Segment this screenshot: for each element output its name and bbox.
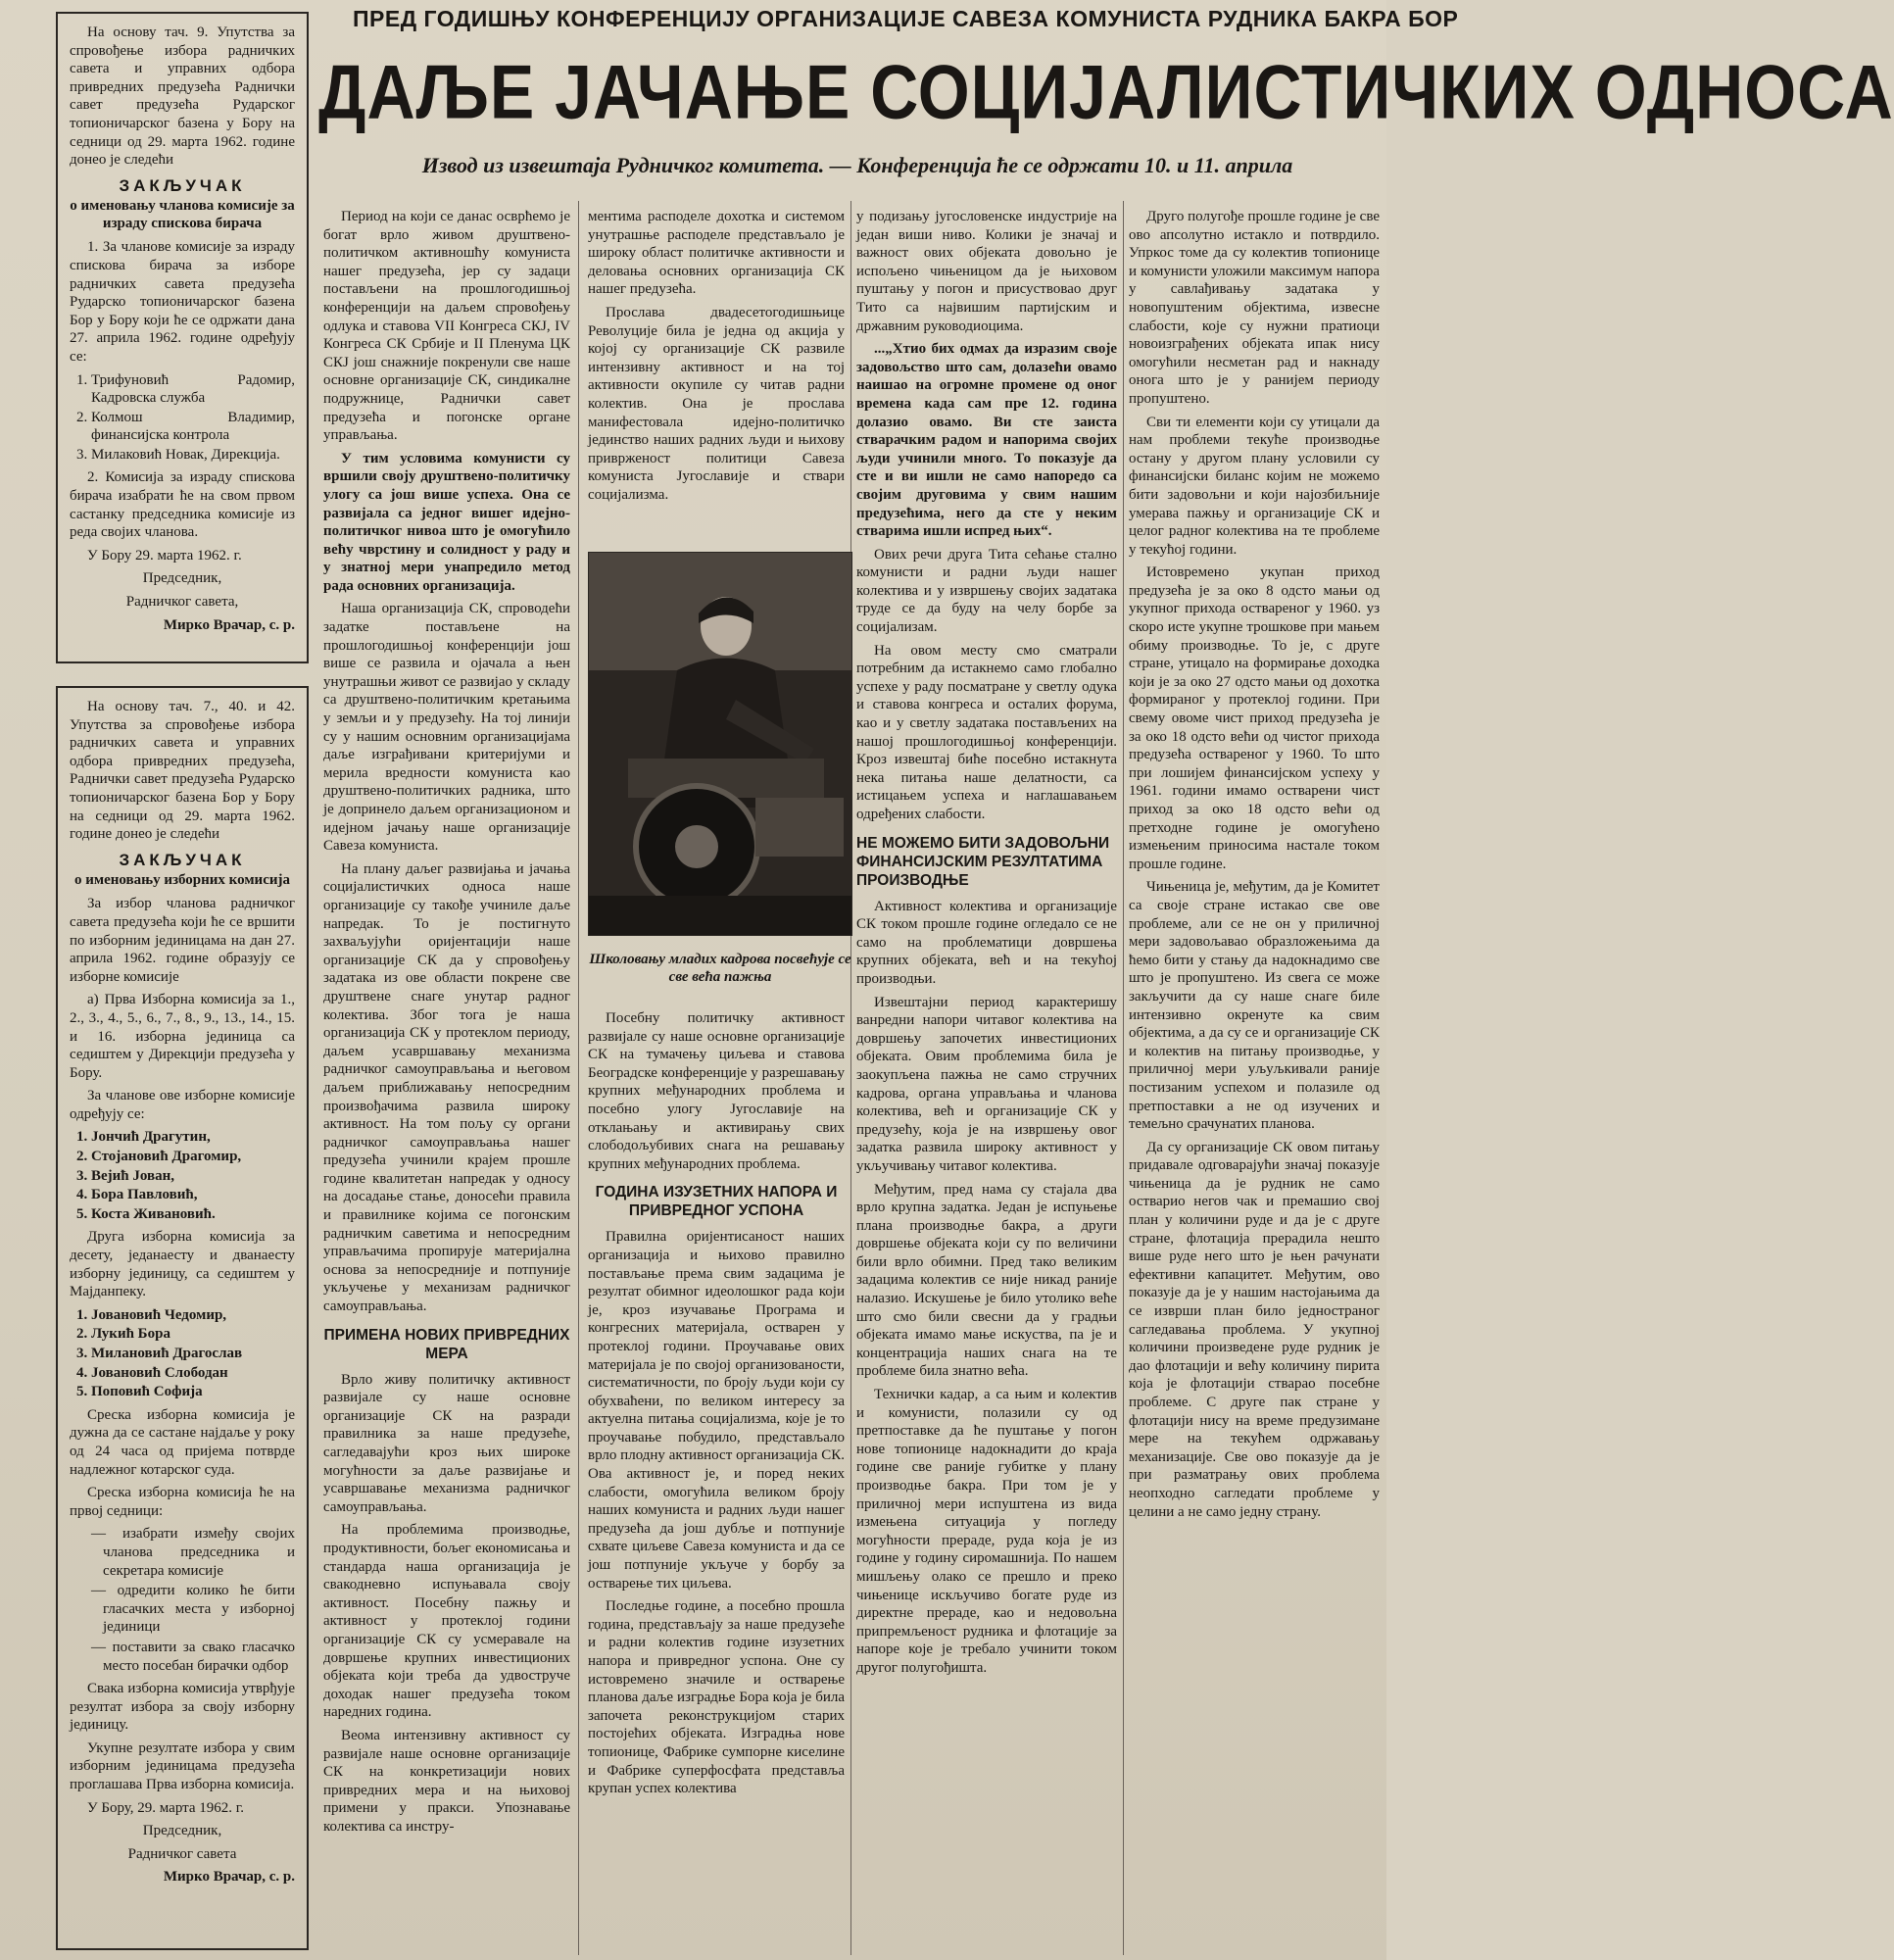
member-item: 3. Милановић Драгослав: [91, 1345, 295, 1363]
article-paragraph: Прослава двадесетогодишњице Револуције била је једна од акција у којој су организације СК развиле интензивну активност и на тој активности окупиле су читав радни колектив. Она је прослава манифестовала идејно-политичко јединство наших радних људи и њихову приврженост политици Савеза комуниста Југославије и ствари социјализма.: [588, 304, 845, 503]
section-heading: ПРИМЕНА НОВИХ ПРИВРЕДНИХ МЕРА: [323, 1326, 570, 1362]
article-paragraph: Извештајни период карактеришу ванредни напори читавог колектива на довршењу започетих инвестиционих објеката. Овим проблемима била је заокупљена пажња не само стручних кадрова, органа управљања и чланова колектива, већ и организације СК у предузећу, која је на извршењу овог задатка развила широку активност у укључивању читавог колектива.: [856, 994, 1117, 1174]
article-paragraph: На плану даљег развијања и јачања социјалистичких односа наше организације су такође учиниле даље напредак. То је постигнуто захваљујући оријентацији наше организације СК да у спровођењу задатака из ове области покрене све друштвене снаге унутар радног колектива. Због тога је наша организација СК у протеклом периоду, даљем усавршавању механизма радничког самоуправљања и његовом даљем приближавању непосредним произвођачима развила широку активност. На том пољу су органи радничког самоуправљања нашег предузећа учинили крајем прошле године квалитетан напредак у односу на досадање стање, доносећи правила и правилнике којима се погонским радничким саветима и непосредним управљачима пропирује материјална основа за непосредније и потпуније укључење у механизам радничког самоуправљања.: [323, 860, 570, 1315]
deck: Извод из извештаја Рудничког комитета. — Конференција ће се одржати 10. и 11. априла: [421, 153, 1293, 177]
duty-item: — изабрати између својих чланова председника и секретара комисије: [91, 1525, 295, 1580]
article-paragraph: Међутим, пред нама су стајала два врло крупна задатка. Један је испуњење плана производње бакра, а други довршење објеката који су по величини били врло обимни. Пред тако великим задацима колектив се није никад раније налазио. Искушење је било утолико веће што смо били свесни да у градњи објеката имамо мање искуства, па је и концентрација наших снага на те проблеме била знатно већа.: [856, 1181, 1117, 1380]
photo-illustration: [589, 553, 851, 935]
notice-title: ЗАКЉУЧАК: [119, 850, 246, 869]
article-paragraph: Да су организације СК овом питању придавале одговарајући значај показује чињеница да је рудник не само остварио негов чак и премашио свој план у количини руде и да је с друге стране, флотација прерадила нешто више руде него што је њен рачунати ефективни капацитет. Међутим, ово показује да је у нашим настојањима да се изврши план било једностраног сагледавања проблема. У укупној количини произведене руде рудник је дао флотацији и већу количину пирита која је флотацији стварао посебне проблеме. С друге пак стране у флотацији нису на време предузимане мере на текућем одржавању механизације. Све ово показује да је при разматрању ових проблема неопходно сагледати проблеме у целини а не само једну страну.: [1129, 1139, 1380, 1520]
member-item: 2. Лукић Бора: [91, 1325, 295, 1344]
notice-paragraph: Укупне резултате избора у свим изборним јединицама предузећа проглашава Прва изборна комисија.: [70, 1740, 295, 1793]
article-paragraph: Истовремено укупан приход предузећа је за око 8 одсто мањи од укупног прихода оствареног у 1960. уз скоро исте укупне трошкове при мањем обиму производње. То је, с друге стране, утицало на формирање доходка који је за око 27 одсто мањи од дохотка формираног у протеклој години. При свему овоме чист приход предузећа је за око 18 одсто већи од чистог прихода предузећа оствареног у 1960. То што при лошијем финансијском успеху у 1961. години имамо остварени чист приход за око 18 одсто већи од претходне године је омогућено измењеним приносима настале током прошле године.: [1129, 564, 1380, 872]
column-rule: [578, 201, 579, 1955]
article-column-2-top: [588, 208, 845, 510]
article-column-3: [856, 208, 1117, 1683]
headline: ДАЉЕ ЈАЧАЊЕ СОЦИЈАЛИСТИЧКИХ ОДНОСА: [318, 49, 1894, 135]
article-paragraph: На овом месту смо сматрали потребним да истакнемо само глобално успехе у раду посматране у светлу одука и ставова конгреса и осталих форума, као и у светлу задатака постављених на нашој прошлогодишњој конференцији. Кроз извештај биће посебно истакнута нека питања наше делатности, са истицањем успеха и наглашавањем одређених слабости.: [856, 642, 1117, 822]
member-item: 3. Милаковић Новак, Дирекција.: [91, 446, 295, 465]
place-date: У Бору, 29. марта 1962. г.: [87, 1799, 244, 1816]
commission-list-2: [70, 1306, 295, 1401]
member-item: 5. Поповић Софија: [91, 1383, 295, 1401]
notice-box-election-commissions: [56, 686, 309, 1950]
member-item: 2. Колмош Владимир, финансијска контрола: [91, 409, 295, 445]
article-paragraph: Последње године, а посебно прошла година, представљају за наше предузеће и радни колектив године изузетних напора и привредног успона. Оне су истовремено значиле и остварење планова даље изградње Бора која је била започета реконструкцијом старих постојећих објеката. Изградња нове топионице, Фабрике сумпорне киселине и Фабрике суперфосфата представља крупан успех колектива: [588, 1598, 845, 1797]
kicker-line: ПРЕД ГОДИШЊУ КОНФЕРЕНЦИЈУ ОРГАНИЗАЦИЈЕ САВЕЗА КОМУНИСТА РУДНИКА БАКРА БОР: [353, 6, 1459, 31]
member-item: 4. Јовановић Слободан: [91, 1364, 295, 1383]
article-paragraph: Активност колектива и организације СК током прошле године оглeдало се не само на проблематици довршења крупних објеката, већ и на текућој производњи.: [856, 898, 1117, 987]
notice-subtitle: о именовању изборних комисија: [73, 872, 290, 889]
article-paragraph: Веома интензивну активност су развијале наше основне организације СК на конкретизацији нових привредних мера и на њиховој примени у пракси. Упознавање колектива са инстру-: [323, 1727, 570, 1835]
member-list: [70, 371, 295, 465]
notice-intro: На основу тач. 9. Упутства за спровођење избора радничких савета и управних одбора привредних предузећа Раднички савет предузећа Рударског топионичарског базена у Бору на седници од 29. марта 1962. године донео је следећи: [70, 24, 295, 169]
article-paragraph: Ових речи друга Тита сећање стално комунисти и радни људи нашег колектива и у извршењу својих задатака труде се да буду на челу борбе за социјализам.: [856, 546, 1117, 636]
article-paragraph: Друго полугође прошле године је све ово апсолутно истакло и потврдило. Упркос томе да су колектив топионице и комунисти уложили максимум напора у савлађивању задатака у новопуштеним објектима, извесне слабости, које су нужни пратиоци новоизграђених објеката ипак нису омогућили несметан рад и накнаду онога што је у ранијем периоду пропуштено.: [1129, 209, 1380, 407]
article-paragraph: Врло живу политичку активност развијале су наше основне организације СК на разради правилника за наше предузеће, сагледавајући кроз њих широке могућности за даље развијање и усавршавање механизма радничког самоуправљања.: [323, 1371, 570, 1515]
member-item: 1. Јончић Драгутин,: [91, 1128, 295, 1147]
article-paragraph: Сви ти елементи који су утицали да нам проблеми текуће производње остану у другом плану условили су финансијски биланс којим не можемо бити задовољни и који најозбиљније умерава пажњу и организације СК и целог радног колектива на те проблеме у текућој години.: [1129, 414, 1380, 558]
article-paragraph: Период на који се данас осврћемо је богат врло живом друштвено-политичком активношћу комуниста нашег предузећа, јер су задаци постављени на прошлогодишњој конференцији на даљем спровођењу одлука и ставова VII Конгреса СКЈ, IV Конгреса СК Србије и II Пленума ЦК СКЈ још снажније покренули све наше основне организације СК, синдикалне подружнице, Раднички савет предузећа и погонске органе управљања.: [323, 209, 570, 444]
article-paragraph: На проблемима производње, продуктивности, бољег економисања и стандарда наша организација је свакодневно испуњавала своју активност. Посебну пажњу и активност у протеклој години организације СК су усмеравале на довршење крупних инвестиционих објеката који треба да удвоструче доходак нашег предузећа током наредних година.: [323, 1522, 570, 1721]
section-heading: ГОДИНА ИЗУЗЕТНИХ НАПОРА И ПРИВРЕДНОГ УСПОНА: [595, 1184, 838, 1220]
photo-lathe-worker: [588, 552, 852, 936]
section-heading: НЕ МОЖЕМО БИТИ ЗАДОВОЉНИ ФИНАНСИЈСКИМ РЕЗУЛТАТИМА ПРОИЗВОДЊЕ: [856, 834, 1110, 889]
member-item: 1. Трифуновић Радомир, Кадровска служба: [91, 371, 295, 408]
article-paragraph: у подизању југословенске индустрије на један виши ниво. Колики је значај и важност ових објеката довољно је испољено чињеницом да је њиховом пуштању у погон и присуствовао друг Тито са највишим партијским и државним руководиоцима.: [856, 209, 1117, 334]
article-paragraph: ментима расподеле дохотка и системом унутрашње расподеле представљало је широку област политичке активности и деловања основних организација СК нашег предузећа.: [588, 209, 845, 298]
commission-list-1: [70, 1128, 295, 1223]
signature-role: Председник,: [142, 570, 222, 587]
signature-name: Мирко Врачар, с. р.: [163, 1869, 295, 1886]
article-column-2-bottom: [588, 1009, 845, 1803]
member-item: 5. Коста Живановић.: [91, 1205, 295, 1224]
column-rule: [850, 201, 851, 1955]
article-paragraph: У тим условима комунисти су вршили своју друштвено-политичку улогу са још више успеха. Она се развијала са једног вишег идејно-политичког нивоа што је омогућило већу чврстину и солидност у раду и у знатној мери унапредило метод рада основних организација.: [323, 450, 570, 594]
photo-caption: Школовању младих кадрова посвећује се све већа пажња: [589, 952, 851, 985]
signature-role: Радничког савета: [127, 1845, 237, 1862]
notice-box-voter-lists: [56, 12, 309, 663]
column-rule: [1123, 201, 1124, 1955]
tito-quote: ...„Хтио бих одмах да изразим своје задовољство што сам, долазећи овамо наишао на огромне промене од оног времена када сам пре 12. година долазио овамо. Ви сте заиста стварачким радом и напорима својих људи учинили много. То показује да сте и ви ишли не само напоредо са својим друговима у свим нашим предузећима, него да сте у неким стварима ишли испред њих“.: [856, 341, 1117, 540]
member-item: 4. Бора Павловић,: [91, 1186, 295, 1204]
signature-role: Председник,: [142, 1823, 222, 1839]
notice-intro: На основу тач. 7., 40. и 42. Упутства за спровођење избора радничких савета и управних одбора привредних предузећа, Раднички савет предузећа Рударско топионичарског базена Бор у Бору на седници од 29. марта 1962. године донео је следећи: [70, 699, 295, 843]
duty-item: — одредити колико ће бити гласачких места у изборној јединици: [91, 1582, 295, 1637]
duty-item: — поставити за свако гласачко место посебан бирачки одбор: [91, 1639, 295, 1675]
notice-paragraph: Свака изборна комисија утврђује резултат избора за своју изборну јединицу.: [70, 1681, 295, 1734]
article-paragraph: Посебну политичку активност развијале су наше основне организације СК на тумачењу циљева и ставова Београдске конференције у разрешавању крупних међународних проблема и посебно улогу Југославије на отклањању и активирању свих слободољубивих снага на решавању крупних међународних проблема.: [588, 1010, 845, 1172]
notice-paragraph: 1. За чланове комисије за израду спискова бирача за изборе радничких савета предузећа Рударско топионичарског базена Бор у Бору који ће се одржати дана 27. априла 1962. године одређују се:: [70, 239, 295, 365]
member-item: 1. Јовановић Чедомир,: [91, 1306, 295, 1325]
notice-paragraph: Друга изборна комисија за десету, једанаесту и дванаесту изборну јединицу, са седиштем у Мајданпеку.: [70, 1229, 295, 1300]
article-paragraph: Правилна оријентисаност наших организација и њихово правилно постављање према свим задацима је резултат обимног идеолошког рада који је, кроз изучавање Програма и конгресних материјала, остварен у протеклој години. Проучавање ових материјала је по својој организованости, систематичности, по броју људи који су обухваћени, по великом интересу за актуелна питања социјализма, које је то проучавање побудило, представљало врло плодну активност организација СК. Ова активност је, и поред неких слабости, омогућила великом броју наших комуниста и радних људи нашег предузећа да још дубље и потпуније схвате циљеве Савеза комуниста и да се још потпуније укључе у борбу за остварење тих циљева.: [588, 1229, 845, 1592]
member-item: 3. Вејић Јован,: [91, 1167, 295, 1186]
duties-list: [70, 1525, 295, 1675]
notice-subtitle: о именовању чланова комисије за израду спискова бирача: [70, 198, 295, 232]
article-paragraph: Чињеница је, међутим, да је Комитет са своје стране истакао све ове проблеме, али се не он у приличној мери задовољавао образложењима да ћемо бити у стању да надокнадимо све што је пропуштено. Из свега се може закључити да су наше снаге биле интензивно окренуте ка свим објектима, а да су се и организације СК и колектив на питању производње, у приличној мери уљуљкивали раније постизаним успехом и полазиле од претпоставки а не од изучених и темељно срачунатих планова.: [1129, 879, 1380, 1133]
notice-paragraph: 2. Комисија за израду спискова бирача изабрати ће на свом првом састанку председника комисије из реда својих чланова.: [70, 469, 295, 541]
article-column-1: [323, 208, 570, 1840]
notice-title: ЗАКЉУЧАК: [119, 175, 246, 195]
notice-paragraph: а) Прва Изборна комисија за 1., 2., 3., 4., 5., 6., 7., 8., 9., 13., 14., 15. и 16. изборна јединица са седиштем у Дирекцији предузећа у Бору.: [70, 992, 295, 1081]
signature-name: Мирко Врачар, с. р.: [163, 616, 295, 633]
notice-paragraph: За чланове ове изборне комисије одређују се:: [70, 1088, 295, 1122]
notice-paragraph: Среска изборна комисија ће на првој седници:: [70, 1485, 295, 1519]
article-column-4: [1129, 208, 1380, 1526]
article-paragraph: Наша организација СК, спроводећи задатке постављене на прошлогодишњој конференцији још више се развила и ојачала а њен унутрашњи живот се развијао у складу са друштвено-политичким кретањима у земљи и у предузећу. На тој линији су у нашим основним организацијама даље изграђивани критеријуми и мерила вредности комуниста као друштвено-политичких радника, што је допринело даљем организационом и идејном јачању наше организације Савеза комуниста.: [323, 601, 570, 855]
notice-paragraph: Среска изборна комисија је дужна да се састане најдаље у року од 24 часа од пријема потврде надлежног котарског суда.: [70, 1406, 295, 1478]
member-item: 2. Стојановић Драгомир,: [91, 1148, 295, 1166]
article-paragraph: Технички кадар, а са њим и колектив и комунисти, полазили су од претпоставке да ће пуштање у погон нове топионице надокнадити до краја године све раније губитке у плану производње бакра. При том је у приличној мери испуштена из вида измењена ситуација у погледу могућности прераде, руда која је из године у годину сиромашнија. По нашем мишљењу олако се прешло и преко чињенице искључиво богате руде из директне прераде, као и недовољна припремљеност рудника и флотације за напоре које је требало учинити током другог полугођишта.: [856, 1387, 1117, 1676]
notice-paragraph: За избор чланова радничког савета предузећа који ће се вршити по изборним јединицама на дан 27. априла 1962. године образују се изборне комисије: [70, 896, 295, 985]
signature-role: Радничког савета,: [125, 594, 239, 611]
place-date: У Бору 29. марта 1962. г.: [87, 547, 242, 564]
